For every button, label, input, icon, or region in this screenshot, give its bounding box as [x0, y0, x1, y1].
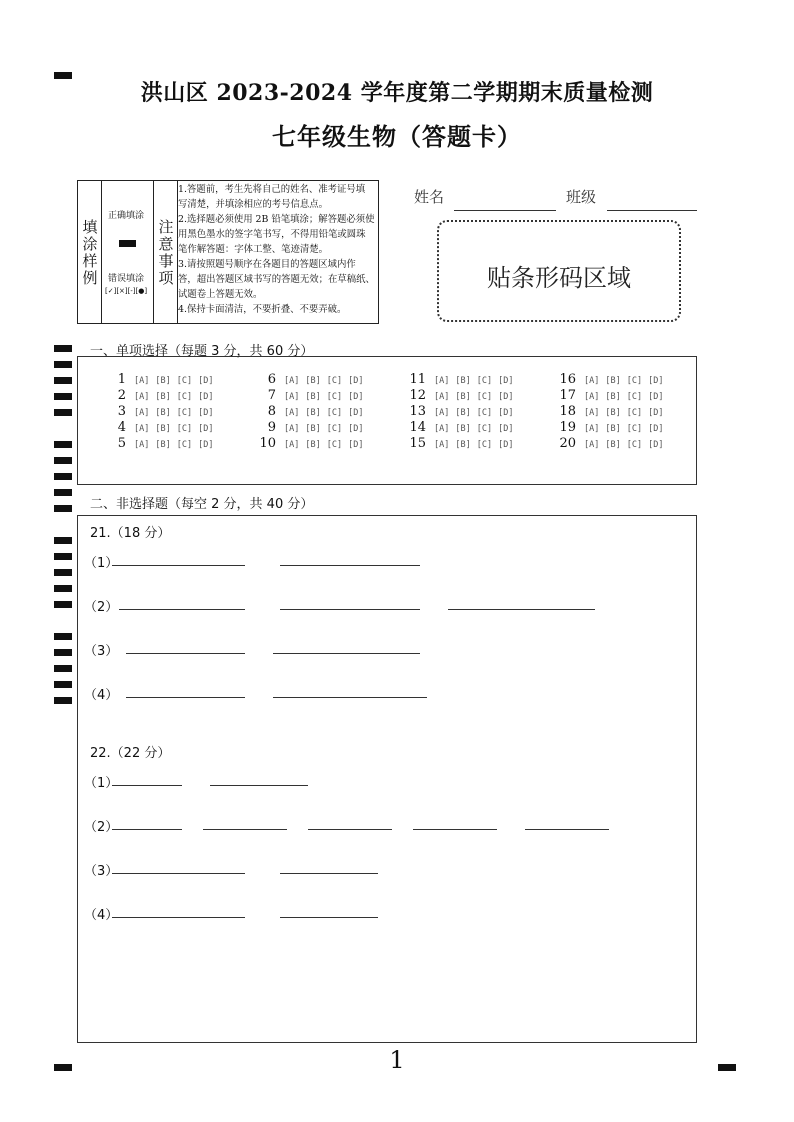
mcq-option-bubble[interactable]: [A]: [134, 376, 150, 386]
notice-rule-line: 答，超出答题区域书写的答题无效；在草稿纸、: [178, 274, 375, 285]
mcq-question-18: [554, 404, 669, 419]
mcq-option-bubble[interactable]: [B]: [155, 392, 171, 402]
mcq-option-bubble[interactable]: [A]: [284, 424, 300, 434]
mcq-option-bubble[interactable]: [D]: [198, 408, 214, 418]
mcq-option-bubble[interactable]: [A]: [134, 424, 150, 434]
mcq-question-3: [104, 404, 219, 419]
mcq-option-bubble[interactable]: [C]: [326, 392, 343, 402]
notice-rule-line: 写清楚，并填涂相应的考号信息点。: [178, 199, 329, 210]
mcq-option-bubble[interactable]: [D]: [348, 424, 364, 434]
fill-example-column: [102, 181, 154, 323]
class-field[interactable]: [607, 210, 697, 211]
mcq-question-number: 14: [409, 420, 426, 435]
q22-part1-label: （1）: [84, 776, 119, 791]
notice-rule-line: 试题卷上答题无效。: [178, 289, 263, 300]
section2-box: [77, 515, 697, 1043]
mcq-option-bubble[interactable]: [A]: [434, 440, 450, 450]
mcq-option-bubble[interactable]: [C]: [176, 440, 193, 450]
mcq-option-bubble[interactable]: [C]: [476, 392, 493, 402]
mcq-option-bubble[interactable]: [A]: [284, 440, 300, 450]
notice-rule-line: 3.请按照题号顺序在各题目的答题区域内作: [178, 259, 356, 270]
timing-mark: [54, 457, 72, 464]
mcq-question-8: [254, 404, 369, 419]
mcq-question-19: [554, 420, 669, 435]
mcq-question-number: 13: [409, 404, 426, 419]
mcq-option-bubble[interactable]: [D]: [498, 376, 514, 386]
mcq-option-bubble[interactable]: [C]: [176, 408, 193, 418]
mcq-option-bubble[interactable]: [C]: [626, 376, 643, 386]
mcq-question-number: 17: [559, 388, 576, 403]
mcq-option-bubble[interactable]: [C]: [626, 424, 643, 434]
mcq-option-bubble[interactable]: [A]: [584, 376, 600, 386]
q21-2-blank-3[interactable]: [448, 609, 595, 610]
section1-heading: 一、单项选择（每题 3 分，共 60 分）: [90, 344, 314, 359]
q21-4-blank-1[interactable]: [126, 697, 245, 698]
mcq-question-number: 18: [559, 404, 576, 419]
mcq-question-12: [404, 388, 519, 403]
q22-part3-label: （3）: [84, 864, 119, 879]
mcq-option-bubble[interactable]: [D]: [648, 424, 664, 434]
q22-1-blank-2[interactable]: [210, 785, 308, 786]
mcq-option-bubble[interactable]: [C]: [326, 440, 343, 450]
mcq-option-bubble[interactable]: [B]: [305, 440, 321, 450]
mcq-option-bubble[interactable]: [B]: [605, 408, 621, 418]
mcq-option-bubble[interactable]: [A]: [434, 392, 450, 402]
mcq-question-6: [254, 372, 369, 387]
mcq-option-bubble[interactable]: [D]: [348, 376, 364, 386]
timing-mark: [54, 473, 72, 480]
mcq-option-bubble[interactable]: [C]: [626, 440, 643, 450]
q21-3-blank-2[interactable]: [273, 653, 420, 654]
mcq-option-bubble[interactable]: [B]: [155, 408, 171, 418]
q21-3-blank-1[interactable]: [126, 653, 245, 654]
mcq-option-bubble[interactable]: [B]: [605, 440, 621, 450]
wrong-fill-symbols: [✓][×][-][●]: [105, 287, 148, 295]
timing-mark: [54, 489, 72, 496]
timing-mark: [54, 553, 72, 560]
mcq-option-bubble[interactable]: [C]: [476, 408, 493, 418]
name-field[interactable]: [454, 210, 556, 211]
mcq-question-number: 9: [267, 420, 276, 435]
q22-3-blank-2[interactable]: [280, 873, 378, 874]
q21-title: 21.（18 分）: [90, 526, 171, 541]
mcq-option-bubble[interactable]: [B]: [455, 376, 471, 386]
timing-mark: [54, 649, 72, 656]
timing-mark: [54, 441, 72, 448]
mcq-option-bubble[interactable]: [C]: [626, 408, 643, 418]
mcq-question-number: 3: [117, 404, 126, 419]
mcq-question-4: [104, 420, 219, 435]
mcq-option-bubble[interactable]: [B]: [455, 440, 471, 450]
mcq-question-number: 15: [409, 436, 426, 451]
barcode-area-label: 贴条形码区域: [487, 264, 631, 292]
mcq-option-bubble[interactable]: [B]: [305, 376, 321, 386]
mcq-option-bubble[interactable]: [C]: [326, 376, 343, 386]
mcq-option-bubble[interactable]: [B]: [155, 424, 171, 434]
mcq-option-bubble[interactable]: [B]: [605, 392, 621, 402]
mcq-option-bubble[interactable]: [C]: [326, 424, 343, 434]
mcq-option-bubble[interactable]: [A]: [584, 392, 600, 402]
notice-rule-line: 1.答题前，考生先将自己的姓名、准考证号填: [178, 184, 366, 195]
timing-mark: [54, 697, 72, 704]
timing-mark: [54, 505, 72, 512]
mcq-question-17: [554, 388, 669, 403]
correct-fill-mark: [119, 240, 136, 247]
mcq-option-bubble[interactable]: [A]: [134, 440, 150, 450]
mcq-option-bubble[interactable]: [A]: [284, 392, 300, 402]
timing-mark: [54, 537, 72, 544]
mcq-option-bubble[interactable]: [D]: [648, 440, 664, 450]
mcq-option-bubble[interactable]: [B]: [455, 408, 471, 418]
mcq-question-5: [104, 436, 219, 451]
timing-mark: [54, 345, 72, 352]
q21-4-blank-2[interactable]: [273, 697, 427, 698]
timing-mark: [54, 665, 72, 672]
mcq-question-number: 10: [259, 436, 276, 451]
mcq-option-bubble[interactable]: [B]: [605, 376, 621, 386]
mcq-option-bubble[interactable]: [D]: [198, 440, 214, 450]
q21-2-blank-1[interactable]: [119, 609, 245, 610]
mcq-question-number: 5: [117, 436, 126, 451]
mcq-question-number: 11: [409, 372, 426, 387]
mcq-option-bubble[interactable]: [A]: [584, 424, 600, 434]
notice-box: [77, 180, 379, 324]
mcq-option-bubble[interactable]: [B]: [605, 424, 621, 434]
q21-2-blank-2[interactable]: [280, 609, 420, 610]
q22-4-blank-1[interactable]: [112, 917, 245, 918]
q22-2-blank-3[interactable]: [308, 829, 392, 830]
q22-part2-label: （2）: [84, 820, 119, 835]
q21-part1-label: （1）: [84, 556, 119, 571]
mcq-option-bubble[interactable]: [A]: [584, 440, 600, 450]
q22-4-blank-2[interactable]: [280, 917, 378, 918]
mcq-option-bubble[interactable]: [B]: [455, 392, 471, 402]
mcq-question-9: [254, 420, 369, 435]
mcq-option-bubble[interactable]: [B]: [155, 376, 171, 386]
mcq-option-bubble[interactable]: [A]: [284, 408, 300, 418]
q22-title: 22.（22 分）: [90, 746, 171, 761]
mcq-option-bubble[interactable]: [B]: [305, 424, 321, 434]
mcq-question-number: 20: [559, 436, 576, 451]
q21-part2-label: （2）: [84, 600, 119, 615]
exam-title: 洪山区 2023-2024 学年度第二学期期末质量检测: [140, 80, 654, 106]
mcq-option-bubble[interactable]: [B]: [155, 440, 171, 450]
mcq-option-bubble[interactable]: [A]: [434, 376, 450, 386]
mcq-option-bubble[interactable]: [C]: [476, 440, 493, 450]
timing-mark: [54, 681, 72, 688]
mcq-option-bubble[interactable]: [C]: [326, 408, 343, 418]
q21-part4-label: （4）: [84, 688, 119, 703]
mcq-option-bubble[interactable]: [D]: [648, 408, 664, 418]
mcq-question-number: 4: [117, 420, 126, 435]
mcq-option-bubble[interactable]: [B]: [305, 408, 321, 418]
timing-mark: [54, 361, 72, 368]
timing-mark: [54, 633, 72, 640]
mcq-question-10: [254, 436, 369, 451]
mcq-question-number: 2: [117, 388, 126, 403]
notice-rule-line: 用黑色墨水的签字笔书写，不得用铅笔或圆珠: [178, 229, 366, 240]
mcq-question-number: 16: [559, 372, 576, 387]
notice-rule-line: 4.保持卡面清洁，不要折叠、不要弄破。: [178, 304, 347, 315]
mcq-question-14: [404, 420, 519, 435]
mcq-question-15: [404, 436, 519, 451]
mcq-option-bubble[interactable]: [B]: [455, 424, 471, 434]
mcq-option-bubble[interactable]: [D]: [498, 392, 514, 402]
page-number: 1: [389, 1046, 405, 1074]
mcq-question-number: 1: [117, 372, 126, 387]
mcq-option-bubble[interactable]: [A]: [584, 408, 600, 418]
q22-2-blank-5[interactable]: [525, 829, 609, 830]
mcq-option-bubble[interactable]: [D]: [498, 408, 514, 418]
mcq-option-bubble[interactable]: [D]: [498, 440, 514, 450]
timing-mark: [54, 393, 72, 400]
mcq-question-13: [404, 404, 519, 419]
notice-rule-line: 笔作解答题：字体工整、笔迹清楚。: [178, 244, 329, 255]
mcq-option-bubble[interactable]: [D]: [648, 376, 664, 386]
mcq-option-bubble[interactable]: [C]: [626, 392, 643, 402]
mcq-option-bubble[interactable]: [D]: [348, 392, 364, 402]
mcq-option-bubble[interactable]: [A]: [134, 392, 150, 402]
mcq-option-bubble[interactable]: [C]: [476, 424, 493, 434]
timing-mark: [54, 409, 72, 416]
mcq-option-bubble[interactable]: [C]: [476, 376, 493, 386]
mcq-question-number: 8: [267, 404, 276, 419]
timing-mark: [54, 601, 72, 608]
q22-3-blank-1[interactable]: [112, 873, 245, 874]
notice-rules: [178, 182, 378, 317]
mcq-question-16: [554, 372, 669, 387]
mcq-option-bubble[interactable]: [D]: [198, 376, 214, 386]
q22-part4-label: （4）: [84, 908, 119, 923]
q22-1-blank-1[interactable]: [112, 785, 182, 786]
q21-part3-label: （3）: [84, 644, 119, 659]
notice-rule-line: 2.选择题必须使用 2B 铅笔填涂；解答题必须使: [178, 214, 375, 225]
q21-1-blank-1[interactable]: [112, 565, 245, 566]
mcq-question-11: [404, 372, 519, 387]
answer-sheet-subtitle: 七年级生物（答题卡）: [272, 122, 522, 151]
section2-heading: 二、非选择题（每空 2 分，共 40 分）: [90, 497, 314, 512]
class-label: 班级: [566, 188, 597, 206]
mcq-option-bubble[interactable]: [A]: [284, 376, 300, 386]
mcq-question-number: 12: [409, 388, 426, 403]
name-label: 姓名: [414, 188, 445, 206]
mcq-option-bubble[interactable]: [D]: [498, 424, 514, 434]
q21-1-blank-2[interactable]: [280, 565, 420, 566]
mcq-option-bubble[interactable]: [B]: [305, 392, 321, 402]
mcq-question-number: 6: [267, 372, 276, 387]
mcq-question-number: 7: [267, 388, 276, 403]
barcode-area: [437, 220, 681, 322]
mcq-question-2: [104, 388, 219, 403]
mcq-question-1: [104, 372, 219, 387]
correct-fill-label: 正确填涂: [108, 211, 145, 221]
mcq-option-bubble[interactable]: [D]: [348, 408, 364, 418]
timing-mark: [54, 569, 72, 576]
mcq-question-number: 19: [559, 420, 576, 435]
q22-2-blank-1[interactable]: [112, 829, 182, 830]
q22-2-blank-2[interactable]: [203, 829, 287, 830]
mcq-option-bubble[interactable]: [D]: [648, 392, 664, 402]
mcq-option-bubble[interactable]: [D]: [198, 424, 214, 434]
attention-label: 注 意 事 项: [158, 218, 174, 287]
mcq-option-bubble[interactable]: [A]: [434, 424, 450, 434]
q22-2-blank-4[interactable]: [413, 829, 497, 830]
timing-mark: [54, 377, 72, 384]
mcq-option-bubble[interactable]: [D]: [198, 392, 214, 402]
mcq-option-bubble[interactable]: [C]: [176, 376, 193, 386]
mcq-option-bubble[interactable]: [C]: [176, 424, 193, 434]
mcq-option-bubble[interactable]: [A]: [434, 408, 450, 418]
wrong-fill-label: 错误填涂: [108, 274, 145, 284]
mcq-option-bubble[interactable]: [D]: [348, 440, 364, 450]
fill-sample-label: 填 涂 样 例: [82, 218, 98, 287]
mcq-question-7: [254, 388, 369, 403]
mcq-question-20: [554, 436, 669, 451]
mcq-option-bubble[interactable]: [C]: [176, 392, 193, 402]
timing-mark: [54, 585, 72, 592]
mcq-option-bubble[interactable]: [A]: [134, 408, 150, 418]
